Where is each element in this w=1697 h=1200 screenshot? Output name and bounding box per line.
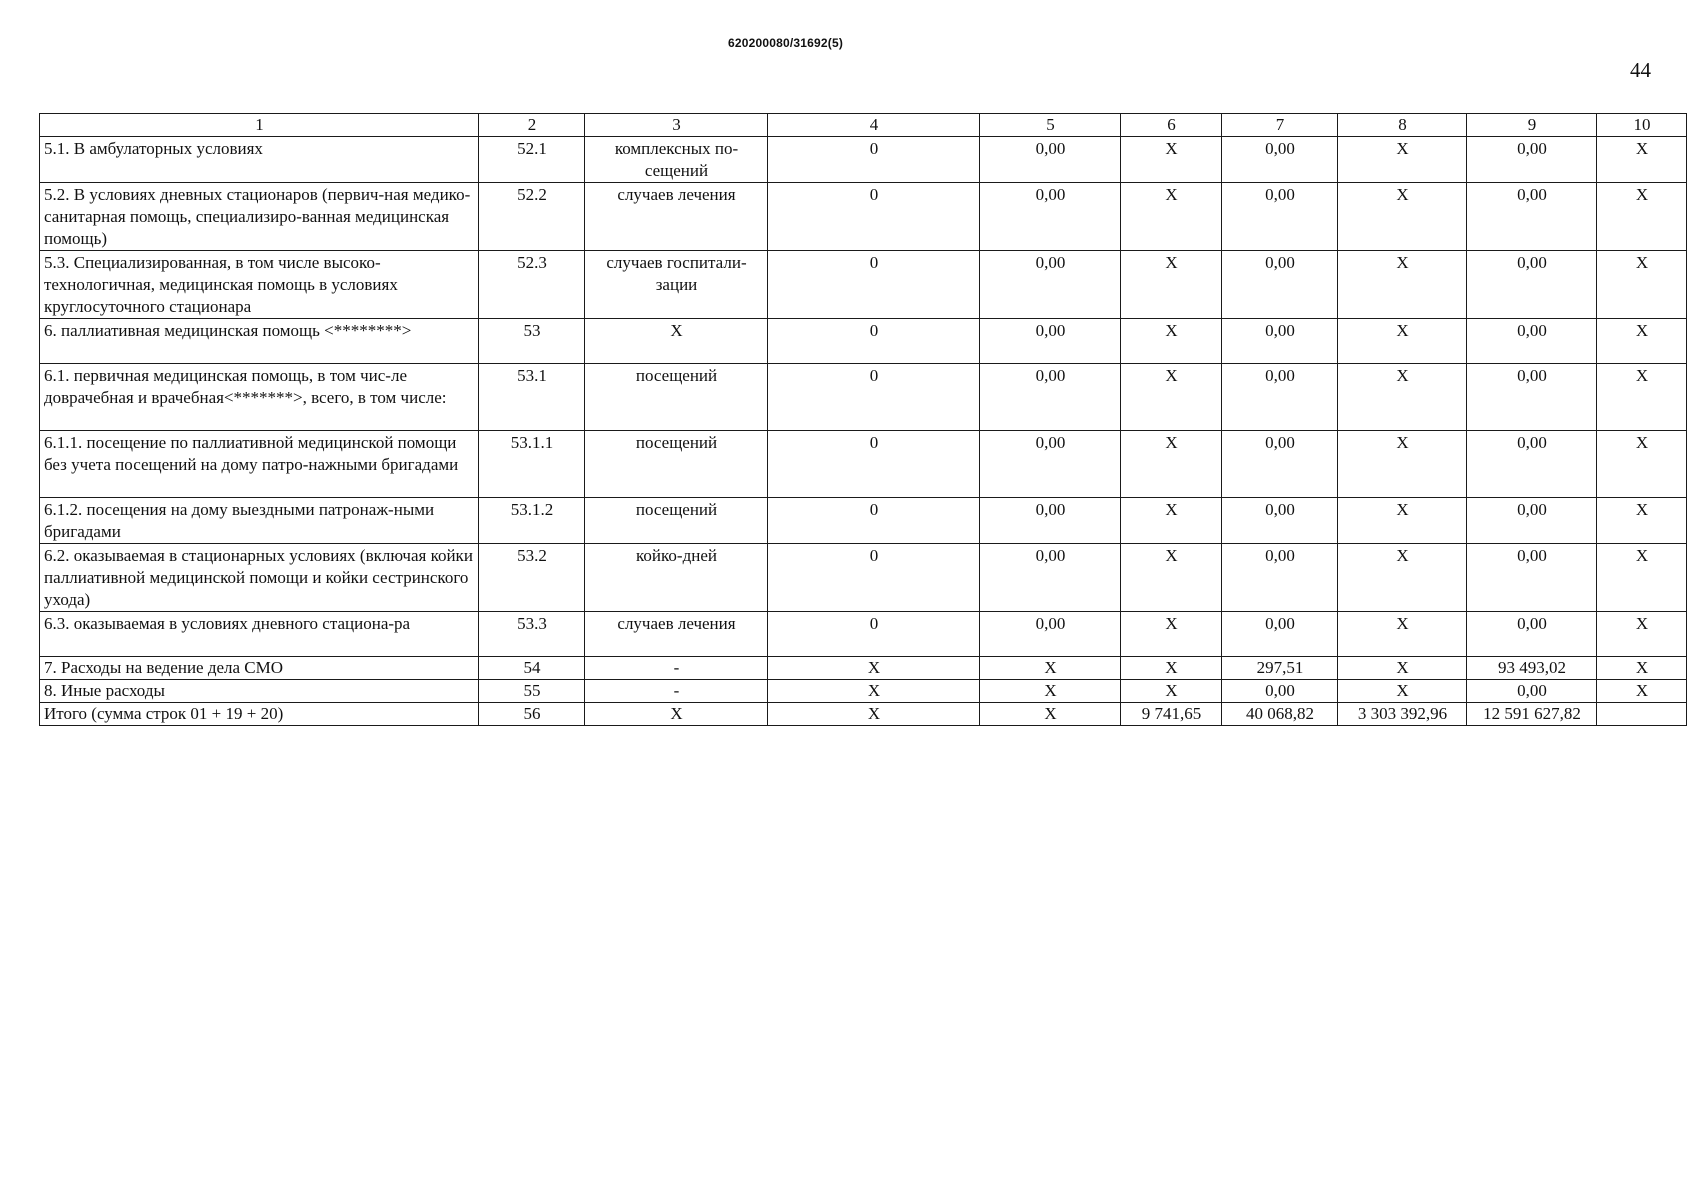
cell-col5: 0,00 [980, 364, 1121, 431]
cell-col9: 0,00 [1467, 183, 1597, 251]
table-row [40, 544, 1687, 612]
cell-col5: 0,00 [980, 137, 1121, 183]
table-row [40, 251, 1687, 319]
table-row [40, 319, 1687, 364]
cell-col7: 0,00 [1222, 137, 1338, 183]
cell-col5: X [980, 703, 1121, 726]
cell-col10: X [1597, 431, 1687, 498]
row-number: 55 [479, 680, 585, 703]
row-unit: - [585, 680, 768, 703]
row-number: 56 [479, 703, 585, 726]
cell-col8: X [1338, 251, 1467, 319]
cell-col9: 0,00 [1467, 544, 1597, 612]
cell-col10: X [1597, 657, 1687, 680]
table-row [40, 431, 1687, 498]
cell-col6: 9 741,65 [1121, 703, 1222, 726]
cell-col4: 0 [768, 364, 980, 431]
cell-col6: X [1121, 657, 1222, 680]
cell-col9: 0,00 [1467, 612, 1597, 657]
cell-col8: X [1338, 544, 1467, 612]
cell-col5: 0,00 [980, 183, 1121, 251]
cell-col5: 0,00 [980, 498, 1121, 544]
cell-col9: 0,00 [1467, 680, 1597, 703]
row-number: 54 [479, 657, 585, 680]
row-number: 53.1.1 [479, 431, 585, 498]
table-row [40, 498, 1687, 544]
cell-col9: 0,00 [1467, 251, 1597, 319]
cell-col8: X [1338, 319, 1467, 364]
cell-col7: 0,00 [1222, 364, 1338, 431]
row-description: 5.2. В условиях дневных стационаров (первич-ная медико-санитарная помощь, специализиро-ванная медицинская помощь) [40, 183, 479, 251]
row-description: 7. Расходы на ведение дела СМО [40, 657, 479, 680]
cell-col7: 0,00 [1222, 251, 1338, 319]
table-row [40, 183, 1687, 251]
cell-col5: 0,00 [980, 544, 1121, 612]
cell-col4: 0 [768, 544, 980, 612]
row-unit: посещений [585, 498, 768, 544]
cell-col5: 0,00 [980, 251, 1121, 319]
row-number: 53.1 [479, 364, 585, 431]
table-row [40, 364, 1687, 431]
row-unit: посещений [585, 364, 768, 431]
row-description: 6. паллиативная медицинская помощь <********> [40, 319, 479, 364]
column-number-row [40, 114, 1687, 137]
cell-col4: 0 [768, 612, 980, 657]
page-number: 44 [1630, 58, 1651, 82]
row-unit: случаев лечения [585, 183, 768, 251]
cell-col4: 0 [768, 137, 980, 183]
cell-col8: 3 303 392,96 [1338, 703, 1467, 726]
cell-col7: 0,00 [1222, 498, 1338, 544]
column-number: 1 [40, 114, 479, 137]
cell-col5: 0,00 [980, 612, 1121, 657]
document-code: 620200080/31692(5) [728, 36, 844, 50]
row-description: 6.3. оказываемая в условиях дневного стациона-ра [40, 612, 479, 657]
row-unit: X [585, 319, 768, 364]
cell-col8: X [1338, 364, 1467, 431]
cell-col6: X [1121, 319, 1222, 364]
row-description: 8. Иные расходы [40, 680, 479, 703]
cell-col7: 40 068,82 [1222, 703, 1338, 726]
cell-col9: 12 591 627,82 [1467, 703, 1597, 726]
row-unit: посещений [585, 431, 768, 498]
row-unit: случаев госпитали-зации [585, 251, 768, 319]
cell-col4: X [768, 703, 980, 726]
row-number: 52.3 [479, 251, 585, 319]
column-number: 10 [1597, 114, 1687, 137]
cell-col6: X [1121, 251, 1222, 319]
cell-col10: X [1597, 364, 1687, 431]
cell-col5: 0,00 [980, 431, 1121, 498]
cell-col8: X [1338, 431, 1467, 498]
row-unit: - [585, 657, 768, 680]
row-unit: X [585, 703, 768, 726]
row-unit: случаев лечения [585, 612, 768, 657]
row-number: 53 [479, 319, 585, 364]
table-row [40, 657, 1687, 680]
row-description: 6.1. первичная медицинская помощь, в том чис-ле доврачебная и врачебная<*******>, всего, в том числе: [40, 364, 479, 431]
row-description: 6.1.1. посещение по паллиативной медицинской помощи без учета посещений на дому патро-нажными бригадами [40, 431, 479, 498]
column-number: 8 [1338, 114, 1467, 137]
column-number: 2 [479, 114, 585, 137]
cell-col10: X [1597, 498, 1687, 544]
row-number: 52.1 [479, 137, 585, 183]
table-row [40, 703, 1687, 726]
cell-col8: X [1338, 657, 1467, 680]
cell-col7: 0,00 [1222, 319, 1338, 364]
row-number: 53.3 [479, 612, 585, 657]
cell-col4: 0 [768, 319, 980, 364]
row-unit: койко-дней [585, 544, 768, 612]
cell-col4: 0 [768, 431, 980, 498]
cell-col4: 0 [768, 251, 980, 319]
report-table [39, 113, 1687, 726]
column-number: 7 [1222, 114, 1338, 137]
cell-col6: X [1121, 544, 1222, 612]
row-description: 5.1. В амбулаторных условиях [40, 137, 479, 183]
cell-col7: 0,00 [1222, 612, 1338, 657]
cell-col8: X [1338, 612, 1467, 657]
row-number: 53.2 [479, 544, 585, 612]
cell-col10 [1597, 703, 1687, 726]
cell-col10: X [1597, 612, 1687, 657]
cell-col7: 0,00 [1222, 183, 1338, 251]
cell-col10: X [1597, 680, 1687, 703]
cell-col4: X [768, 680, 980, 703]
cell-col4: 0 [768, 183, 980, 251]
row-number: 53.1.2 [479, 498, 585, 544]
cell-col4: X [768, 657, 980, 680]
cell-col9: 0,00 [1467, 319, 1597, 364]
column-number: 3 [585, 114, 768, 137]
cell-col6: X [1121, 680, 1222, 703]
cell-col9: 0,00 [1467, 498, 1597, 544]
cell-col9: 0,00 [1467, 137, 1597, 183]
row-description: 5.3. Специализированная, в том числе высоко-технологичная, медицинская помощь в условиях круглосуточного стационара [40, 251, 479, 319]
cell-col8: X [1338, 183, 1467, 251]
table-row [40, 137, 1687, 183]
cell-col8: X [1338, 137, 1467, 183]
column-number: 5 [980, 114, 1121, 137]
cell-col7: 0,00 [1222, 544, 1338, 612]
cell-col10: X [1597, 183, 1687, 251]
table-row [40, 612, 1687, 657]
row-unit: комплексных по-сещений [585, 137, 768, 183]
cell-col5: 0,00 [980, 319, 1121, 364]
cell-col6: X [1121, 498, 1222, 544]
cell-col5: X [980, 657, 1121, 680]
cell-col6: X [1121, 137, 1222, 183]
cell-col5: X [980, 680, 1121, 703]
row-description: Итого (сумма строк 01 + 19 + 20) [40, 703, 479, 726]
cell-col6: X [1121, 183, 1222, 251]
cell-col4: 0 [768, 498, 980, 544]
column-number: 6 [1121, 114, 1222, 137]
column-number: 4 [768, 114, 980, 137]
cell-col9: 93 493,02 [1467, 657, 1597, 680]
cell-col9: 0,00 [1467, 431, 1597, 498]
cell-col7: 297,51 [1222, 657, 1338, 680]
cell-col10: X [1597, 319, 1687, 364]
column-number: 9 [1467, 114, 1597, 137]
cell-col10: X [1597, 137, 1687, 183]
cell-col6: X [1121, 431, 1222, 498]
table-row [40, 680, 1687, 703]
cell-col9: 0,00 [1467, 364, 1597, 431]
cell-col10: X [1597, 544, 1687, 612]
row-description: 6.1.2. посещения на дому выездными патронаж-ными бригадами [40, 498, 479, 544]
cell-col7: 0,00 [1222, 680, 1338, 703]
row-description: 6.2. оказываемая в стационарных условиях (включая койки паллиативной медицинской помощи и койки сестринского ухода) [40, 544, 479, 612]
cell-col6: X [1121, 364, 1222, 431]
cell-col10: X [1597, 251, 1687, 319]
cell-col7: 0,00 [1222, 431, 1338, 498]
cell-col8: X [1338, 680, 1467, 703]
row-number: 52.2 [479, 183, 585, 251]
cell-col8: X [1338, 498, 1467, 544]
cell-col6: X [1121, 612, 1222, 657]
